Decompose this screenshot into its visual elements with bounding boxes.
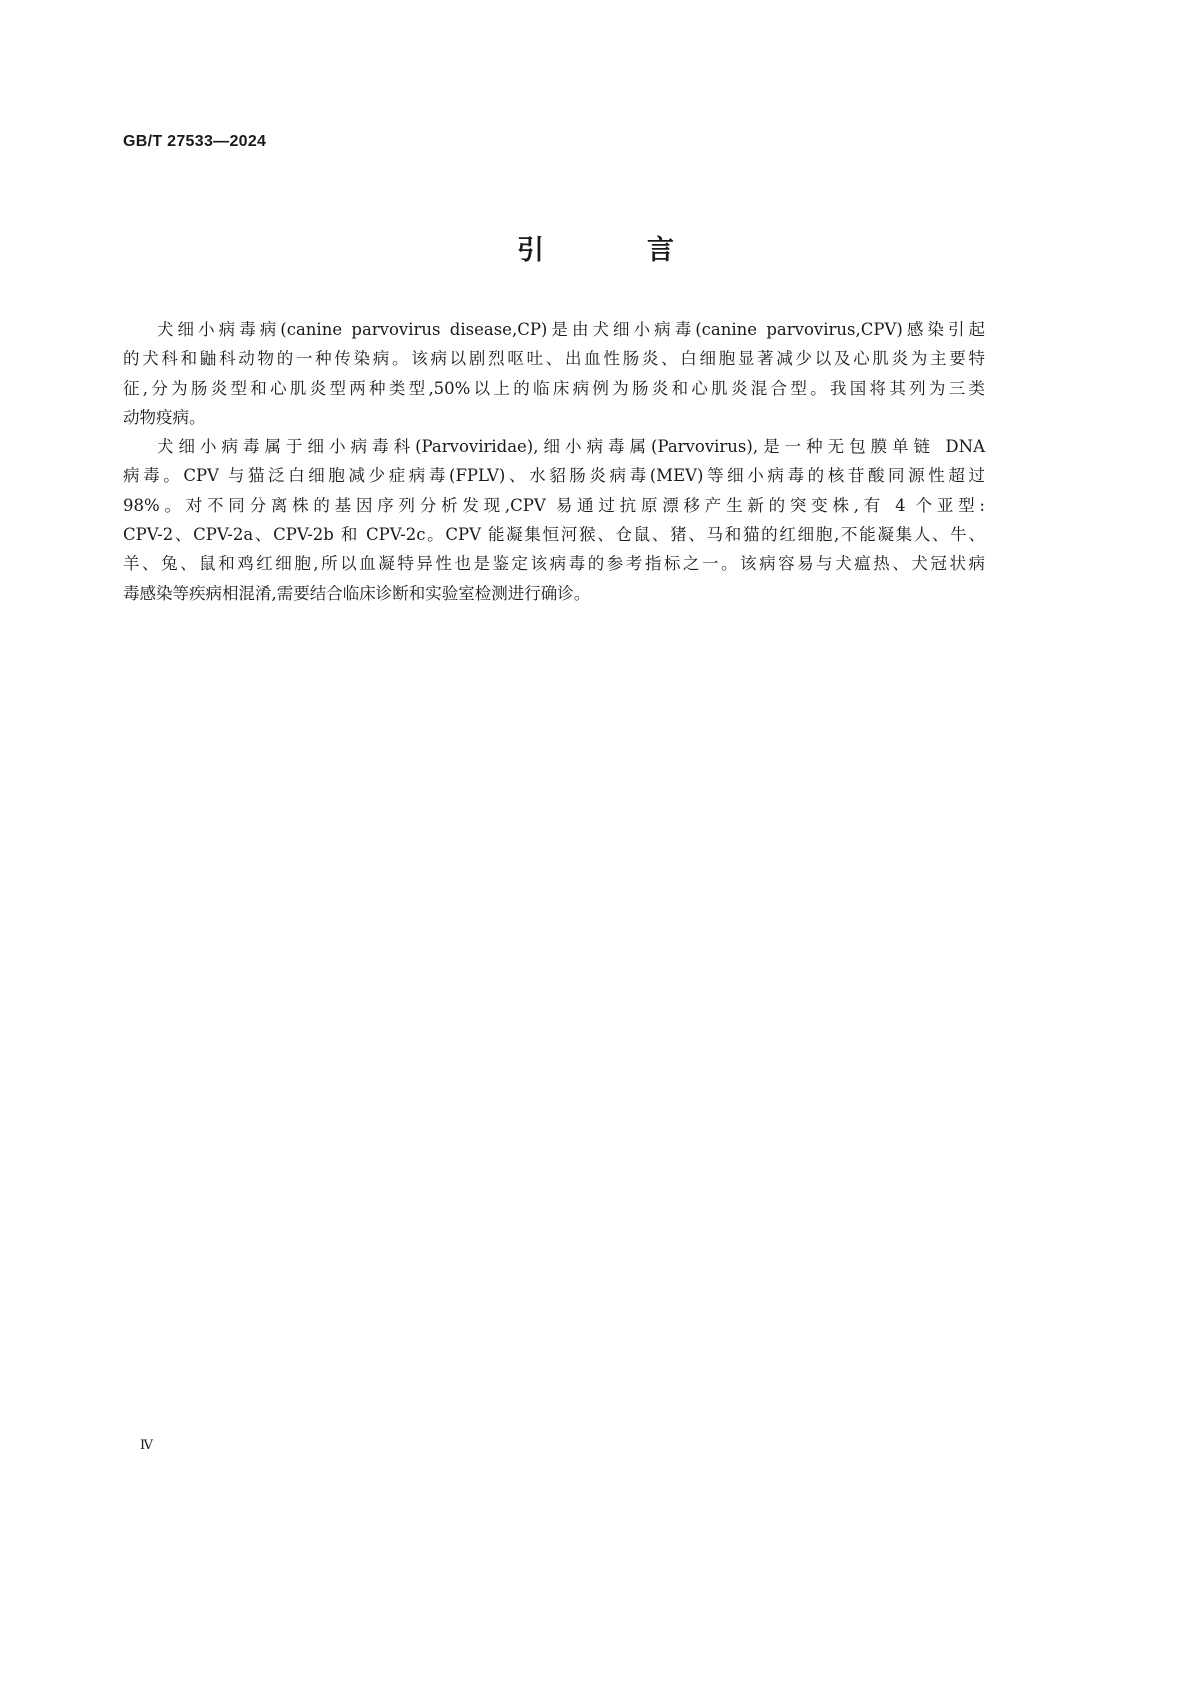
- paragraph-line: 羊、兔、鼠和鸡红细胞,所以血凝特异性也是鉴定该病毒的参考指标之一。该病容易与犬瘟热、犬冠状病: [123, 554, 985, 574]
- paragraph-line: 98%。对不同分离株的基因序列分析发现,CPV 易通过抗原漂移产生新的突变株,有 4 个亚型:: [123, 495, 985, 515]
- paragraph-line: 犬细小病毒属于细小病毒科(Parvoviridae),细小病毒属(Parvovirus),是一种无包膜单链 DNA: [157, 437, 985, 457]
- paragraph: [123, 315, 985, 432]
- page-number: Ⅳ: [140, 1438, 153, 1453]
- paragraph-line: 犬细小病毒病(canine parvovirus disease,CP)是由犬细小病毒(canine parvovirus,CPV)感染引起: [157, 320, 985, 339]
- paragraph: [123, 432, 985, 608]
- paragraph-line: 动物疫病。: [123, 407, 206, 427]
- paragraph-line: CPV-2、CPV-2a、CPV-2b 和 CPV-2c。CPV 能凝集恒河猴、仓鼠、猪、马和猫的红细胞,不能凝集人、牛、: [123, 525, 985, 545]
- section-title: 引 言: [517, 235, 712, 266]
- document-body: [123, 315, 985, 608]
- standard-number-header: GB/T 27533—2024: [123, 133, 267, 150]
- paragraph-line: 的犬科和鼬科动物的一种传染病。该病以剧烈呕吐、出血性肠炎、白细胞显著减少以及心肌炎为主要特: [123, 349, 985, 369]
- paragraph-line: 毒感染等疾病相混淆,需要结合临床诊断和实验室检测进行确诊。: [123, 583, 591, 603]
- paragraph-line: 征,分为肠炎型和心肌炎型两种类型,50%以上的临床病例为肠炎和心肌炎混合型。我国将其列为三类: [123, 378, 985, 398]
- paragraph-line: 病毒。CPV 与猫泛白细胞减少症病毒(FPLV)、水貂肠炎病毒(MEV)等细小病毒的核苷酸同源性超过: [123, 466, 985, 486]
